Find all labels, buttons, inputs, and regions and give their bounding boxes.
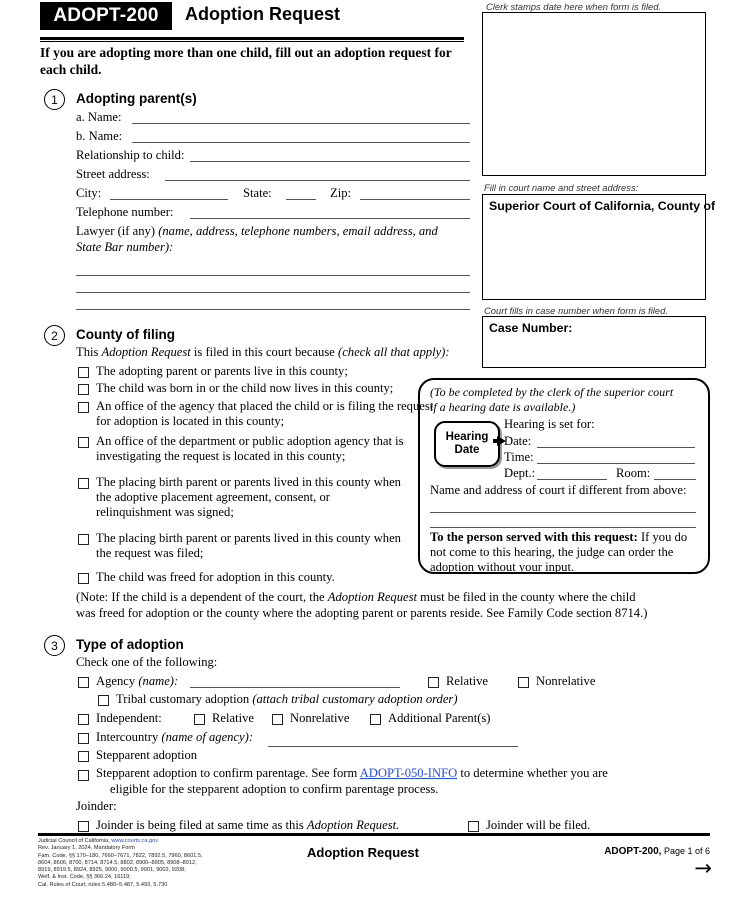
- hearing-dept-line[interactable]: [537, 479, 607, 480]
- checkbox-county-parents-live[interactable]: [78, 367, 89, 378]
- zip-label: Zip:: [330, 186, 351, 200]
- county-item-3: An office of the department or public adoption agency that is investigating the request is located in this county;: [96, 434, 404, 463]
- section-3-number: 3: [44, 635, 65, 656]
- county-item-6: The child was freed for adoption in this county.: [96, 570, 335, 584]
- section-2-note-1: (Note: If the child is a dependent of the court, the: [76, 590, 328, 604]
- city-label: City:: [76, 186, 102, 200]
- served-notice-line3: adoption without your input.: [430, 560, 575, 574]
- case-number-label: Case Number:: [489, 321, 573, 335]
- stepparent-confirm-text2: to determine whether you are: [457, 766, 608, 780]
- hearing-time-line[interactable]: [537, 463, 695, 464]
- footer-rule: [38, 833, 710, 836]
- agency-label-italic: (name):: [138, 674, 179, 688]
- county-item-1: The child was born in or the child now lives in this county;: [96, 381, 394, 395]
- section-2-lead-1: This: [76, 345, 102, 359]
- tribal-label-text: Tribal customary adoption: [116, 692, 253, 706]
- street-address-label: Street address:: [76, 167, 150, 181]
- checkbox-independent[interactable]: [78, 714, 89, 725]
- hearing-court-address-line1[interactable]: [430, 512, 696, 513]
- served-notice-bold: To the person served with this request:: [430, 530, 638, 544]
- stepparent-label: Stepparent adoption: [96, 748, 198, 762]
- checkbox-county-birth-parent-filed[interactable]: [78, 534, 89, 545]
- footer-council-line: [38, 838, 306, 845]
- hearing-pill-line1: Hearing: [445, 431, 489, 443]
- agency-relative-label: Relative: [446, 674, 488, 688]
- lawyer-label: [76, 224, 438, 239]
- served-notice: [430, 530, 700, 545]
- header-rule-thin: [40, 41, 464, 42]
- checkbox-agency[interactable]: [78, 677, 89, 688]
- relationship-label: Relationship to child:: [76, 148, 185, 162]
- page-title: Adoption Request: [185, 4, 340, 24]
- hearing-date-label: Date:: [504, 434, 532, 448]
- hearing-time-label: Time:: [504, 450, 534, 464]
- section-2-lead-2: is filed in this court because: [190, 345, 338, 359]
- checkbox-joinder-same-time[interactable]: [78, 821, 89, 832]
- agency-label: [96, 674, 178, 689]
- hearing-court-address-line2[interactable]: [430, 527, 696, 528]
- checkbox-tribal-customary[interactable]: [98, 695, 109, 706]
- court-name-caption: Fill in court name and street address:: [484, 182, 639, 193]
- hearing-pill-line2: Date: [454, 444, 480, 456]
- clerk-stamp-caption: Clerk stamps date here when form is filed.: [486, 1, 662, 12]
- hearing-room-label: Room:: [616, 466, 651, 480]
- section-2-note-line2: was freed for adoption or the county where the adopting parent or parents reside. See Family Code section 8714.): [76, 606, 648, 620]
- footer-citation-0: Fam. Code, §§ 170–180, 7660–7671, 7822, 7892.5, 7960, 8601.5,: [38, 852, 203, 859]
- intro-instruction: If you are adopting more than one child, fill out an adoption request for each child.: [40, 45, 452, 77]
- agency-name-line[interactable]: [190, 687, 400, 688]
- checkbox-stepparent-confirm-parentage[interactable]: [78, 770, 89, 781]
- footer-citation-1: 8604, 8606, 8700, 8714, 8714.5, 8802, 8900–8905, 8908–8912,: [38, 859, 197, 866]
- tribal-label-italic: (attach tribal customary adoption order): [252, 692, 458, 706]
- independent-relative-label: Relative: [212, 711, 254, 725]
- header-rule-thick: [40, 37, 464, 40]
- footer-form-title: Adoption Request: [307, 845, 419, 860]
- independent-nonrelative-label: Nonrelative: [290, 711, 350, 725]
- hearing-set-for-label: Hearing is set for:: [504, 417, 595, 431]
- stepparent-confirm-text1: Stepparent adoption to confirm parentage. See form: [96, 766, 360, 780]
- county-item-4: The placing birth parent or parents lived in this county when the adoptive placement agreement, consent, or relinquishment was signed;: [96, 475, 401, 519]
- tribal-label: [116, 692, 458, 707]
- lawyer-line-3[interactable]: [76, 309, 470, 310]
- hearing-instruction-line2: if a hearing date is available.): [430, 400, 576, 414]
- footer-form-code: ADOPT-200,: [604, 846, 662, 857]
- joinder-same-italic: Adoption Request.: [306, 818, 400, 832]
- section-3-title: Type of adoption: [76, 637, 184, 652]
- section-3-check-one: Check one of the following:: [76, 655, 218, 669]
- clerk-stamp-box[interactable]: [482, 12, 706, 176]
- footer-rev-line: Rev. January 1, 2024, Mandatory Form: [38, 845, 135, 852]
- joinder-label: Joinder:: [76, 799, 117, 813]
- footer-legal-citations: [38, 838, 306, 889]
- city-line[interactable]: [110, 199, 228, 200]
- lawyer-line-1[interactable]: [76, 275, 470, 276]
- state-line[interactable]: [286, 199, 316, 200]
- name-a-line[interactable]: [132, 123, 470, 124]
- name-b-label: b. Name:: [76, 129, 123, 143]
- independent-additional-label: Additional Parent(s): [388, 711, 491, 725]
- section-2-lead: [76, 345, 450, 360]
- checkbox-agency-relative[interactable]: [428, 677, 439, 688]
- county-item-2: An office of the agency that placed the child or is filing the request for adoption is located in this county;: [96, 399, 434, 428]
- hearing-date-line[interactable]: [537, 447, 695, 448]
- checkbox-agency-nonrelative[interactable]: [518, 677, 529, 688]
- joinder-same-label: [96, 818, 399, 833]
- checkbox-joinder-will-be-filed[interactable]: [468, 821, 479, 832]
- checkbox-county-department-office[interactable]: [78, 437, 89, 448]
- checkbox-stepparent[interactable]: [78, 751, 89, 762]
- case-number-caption: Court fills in case number when form is filed.: [484, 305, 668, 316]
- zip-line[interactable]: [360, 199, 470, 200]
- lawyer-label-italic2: State Bar number):: [76, 240, 174, 254]
- intercountry-label-italic: (name of agency):: [161, 730, 254, 744]
- telephone-line[interactable]: [190, 218, 470, 219]
- served-notice-line2: not come to this hearing, the judge can order the: [430, 545, 674, 559]
- section-2-note-line1: [76, 590, 636, 605]
- served-notice-rest: If you do: [637, 530, 688, 544]
- checkbox-county-agency-office[interactable]: [78, 402, 89, 413]
- stepparent-confirm-line2: eligible for the stepparent adoption to confirm parentage process.: [110, 782, 439, 796]
- checkbox-county-child-freed[interactable]: [78, 573, 89, 584]
- section-2-note-2: must be filed in the county where the child: [417, 590, 636, 604]
- county-item-0: The adopting parent or parents live in this county;: [96, 364, 348, 378]
- form-code-badge: ADOPT-200: [40, 2, 172, 30]
- hearing-court-address-label: Name and address of court if different from above:: [430, 483, 687, 497]
- name-a-label: a. Name:: [76, 110, 122, 124]
- agency-nonrelative-label: Nonrelative: [536, 674, 596, 688]
- adopt-050-info-link[interactable]: ADOPT-050-INFO: [359, 766, 458, 780]
- lawyer-label-text: Lawyer (if any): [76, 224, 156, 238]
- stepparent-confirm-line1: [96, 766, 608, 781]
- independent-label: Independent:: [96, 711, 162, 725]
- checkbox-independent-additional-parents[interactable]: [370, 714, 381, 725]
- section-2-lead-italic: Adoption Request: [101, 345, 191, 359]
- footer-citation-4: Cal. Rules of Court, rules 5.480–5.487, 5.493, 5.730: [38, 881, 168, 888]
- intercountry-label-text: Intercountry: [96, 730, 162, 744]
- checkbox-county-child-born[interactable]: [78, 384, 89, 395]
- court-name-label: Superior Court of California, County of: [489, 199, 716, 213]
- telephone-label: Telephone number:: [76, 205, 174, 219]
- checkbox-independent-nonrelative[interactable]: [272, 714, 283, 725]
- footer-council-text: Judicial Council of California,: [38, 838, 112, 844]
- state-label: State:: [243, 186, 272, 200]
- hearing-instruction-line1: (To be completed by the clerk of the superior court: [430, 385, 674, 399]
- county-item-5: The placing birth parent or parents lived in this county when the request was filed;: [96, 531, 401, 560]
- relationship-line[interactable]: [190, 161, 470, 162]
- footer-citation-2: 8919, 8919.5, 8924, 8925, 9000, 9000.5, 9001, 9002, 9208;: [38, 867, 186, 874]
- hearing-date-pill: [434, 421, 500, 467]
- hearing-room-line[interactable]: [654, 479, 696, 480]
- checkbox-independent-relative[interactable]: [194, 714, 205, 725]
- section-2-number: 2: [44, 325, 65, 346]
- section-2-title: County of filing: [76, 327, 175, 342]
- next-page-arrow-icon: →: [694, 856, 712, 880]
- section-2-note-italic: Adoption Request: [327, 590, 417, 604]
- lawyer-label-italic: (name, address, telephone numbers, email address, and: [158, 224, 438, 238]
- name-b-line[interactable]: [132, 142, 470, 143]
- street-address-line[interactable]: [165, 180, 470, 181]
- section-2-lead-italic2: (check all that apply):: [338, 345, 450, 359]
- joinder-will-label: Joinder will be filed.: [486, 818, 591, 832]
- hearing-dept-label: Dept.:: [504, 466, 536, 480]
- checkbox-county-birth-parent-agreement[interactable]: [78, 478, 89, 489]
- checkbox-intercountry[interactable]: [78, 733, 89, 744]
- lawyer-line-2[interactable]: [76, 292, 470, 293]
- joinder-same-text: Joinder is being filed at same time as this: [96, 818, 307, 832]
- courts-ca-gov-url[interactable]: www.courts.ca.gov: [111, 838, 159, 844]
- intercountry-label: [96, 730, 253, 745]
- footer-citation-3: Welf. & Inst. Code, §§ 366.24, 16119;: [38, 874, 131, 881]
- section-1-number: 1: [44, 89, 65, 110]
- agency-label-text: Agency: [96, 674, 136, 688]
- footer-page-number: Page 1 of 6: [661, 846, 710, 856]
- section-1-title: Adopting parent(s): [76, 91, 197, 106]
- intercountry-agency-line[interactable]: [268, 746, 518, 747]
